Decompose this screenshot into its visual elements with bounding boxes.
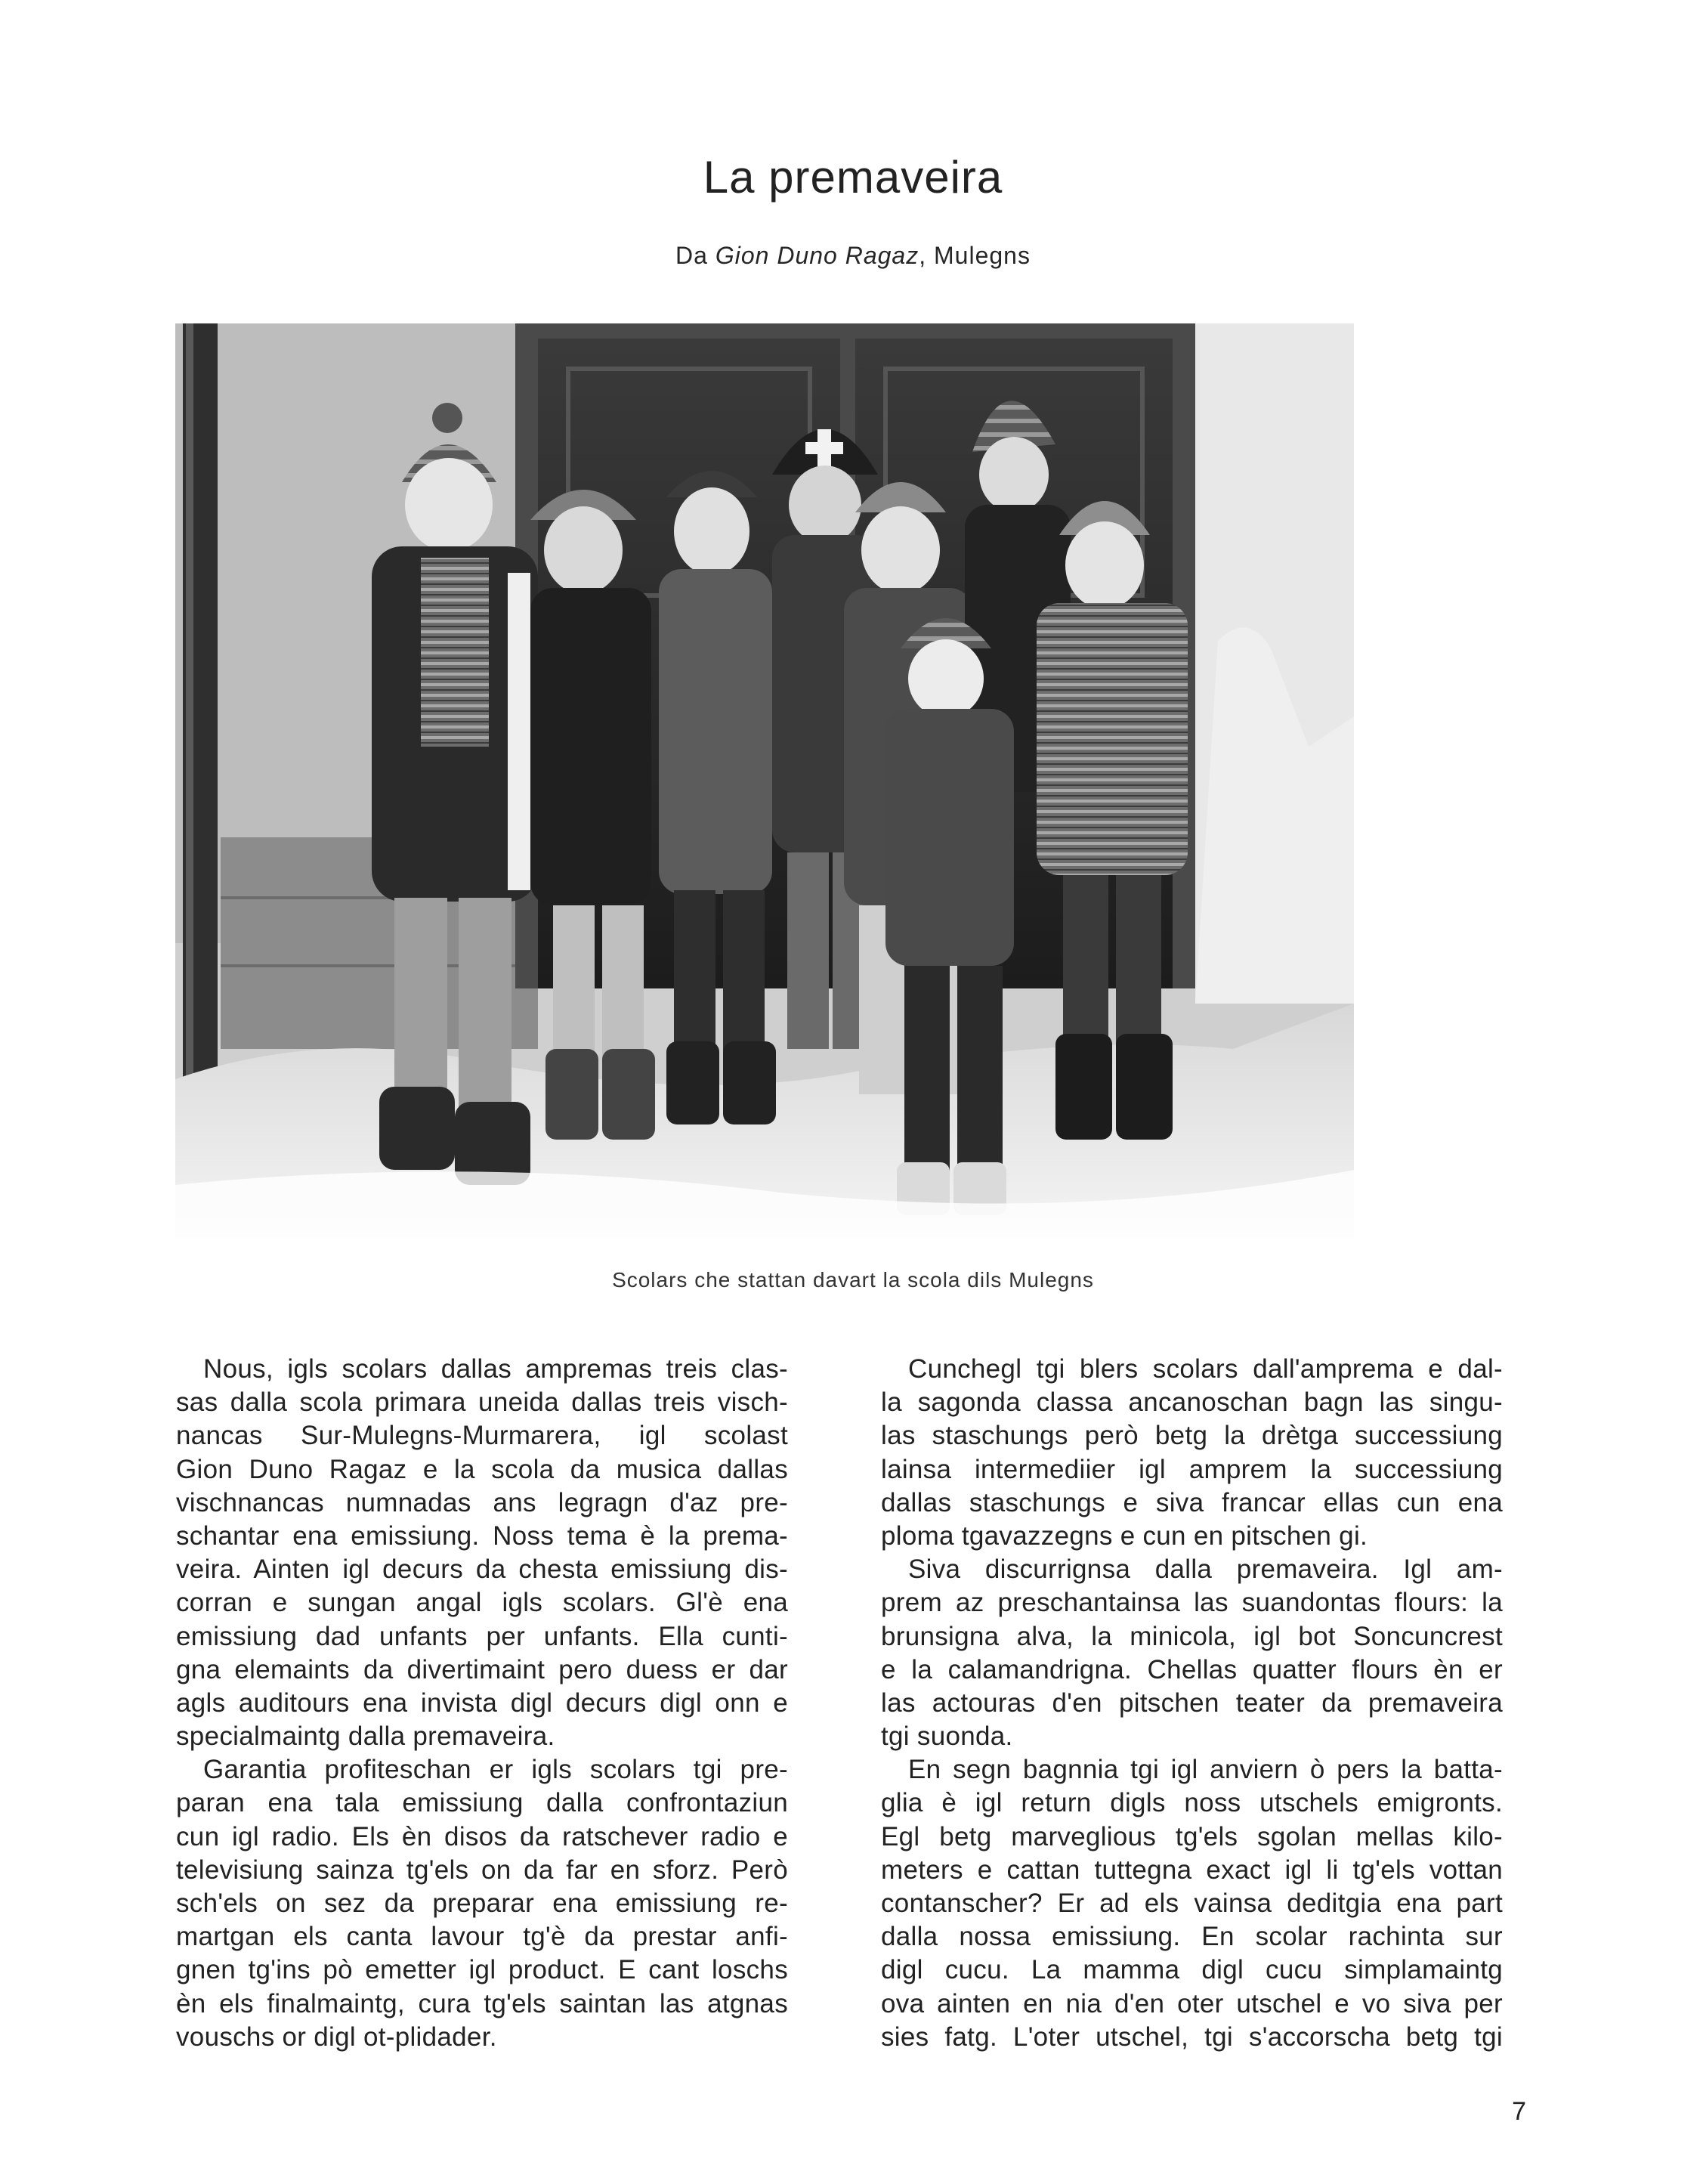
text-line: dalla nossa emissiung. En scolar rachinta sur — [881, 1922, 1503, 1952]
article-column-left — [176, 1353, 788, 2054]
text-line: glia è igl return digls noss utschels emigronts. — [881, 1788, 1503, 1818]
text-line: vouschs or digl ot-plidader. — [176, 2022, 497, 2052]
text-line: contanscher? Er ad els vainsa deditgia ena part — [881, 1889, 1503, 1918]
text-line: paran ena tala emissiung dalla confrontaziun — [176, 1788, 788, 1818]
text-line: brunsigna alva, la minicola, igl bot Soncuncrest — [881, 1621, 1503, 1651]
text-line: tgi suonda. — [881, 1722, 1013, 1752]
text-line: corran e sungan angal igls scolars. Gl'è ena — [176, 1588, 788, 1618]
article-byline — [0, 242, 1706, 270]
text-line: schantar ena emissiung. Noss tema è la prema- — [176, 1520, 788, 1551]
text-line: las staschungs però betg la drètga successiung — [881, 1421, 1503, 1451]
text-line: ova ainten en nia d'en oter utschel e vo siva per — [881, 1988, 1503, 2018]
text-line: sies fatg. L'oter utschel, tgi s'accorscha betg tgi — [881, 2022, 1503, 2052]
article-title: La premaveira — [703, 152, 1003, 203]
text-line: e la calamandrigna. Chellas quatter flours èn er — [881, 1654, 1503, 1684]
text-line: lainsa intermediier igl amprem la successiung — [881, 1454, 1503, 1484]
text-line: gna elemaints da divertimaint pero duess er dar — [176, 1654, 788, 1684]
text-line: prem az preschantainsa las suandontas flours: la — [881, 1588, 1503, 1618]
text-line: ploma tgavazzegns e cun en pitschen gi. — [881, 1520, 1368, 1551]
text-line: agls auditours ena invista digl decurs digl onn e — [176, 1687, 788, 1718]
text-line: la sagonda classa ancanoschan bagn las singu- — [881, 1387, 1503, 1418]
text-line: sas dalla scola primara uneida dallas treis visch- — [176, 1387, 788, 1418]
text-line: Garantia profiteschan er igls scolars tgi pre- — [203, 1755, 788, 1785]
text-line: las actouras d'en pitschen teater da premaveira — [881, 1687, 1503, 1718]
text-line: En segn bagnnia tgi igl anviern ò pers la batta- — [908, 1755, 1503, 1785]
article-column-right — [881, 1353, 1503, 2054]
photo-caption: Scolars che stattan davart la scola dils Mulegns — [612, 1268, 1094, 1292]
text-line: dallas staschungs e siva francar ellas cun ena — [881, 1487, 1503, 1517]
text-line: sch'els on sez da preparar ena emissiung re- — [176, 1889, 788, 1918]
text-line: nancas Sur-Mulegns-Murmarera, igl scolast — [176, 1421, 788, 1451]
text-line: Cunchegl tgi blers scolars dall'amprema e dal- — [908, 1354, 1503, 1384]
photo-illustration — [175, 323, 1354, 1238]
text-line: Nous, igls scolars dallas ampremas treis clas- — [203, 1354, 788, 1384]
text-line: cun igl radio. Els èn disos da ratschever radio e — [176, 1821, 788, 1851]
text-line: vischnancas numnadas ans legragn d'az pre- — [176, 1487, 788, 1517]
text-line: digl cucu. La mamma digl cucu simplamaintg — [881, 1955, 1503, 1985]
byline-prefix: Da — [675, 242, 708, 269]
byline-author: Gion Duno Ragaz — [715, 242, 919, 269]
text-line: Gion Duno Ragaz e la scola da musica dallas — [176, 1454, 788, 1484]
text-line: specialmaintg dalla premaveira. — [176, 1722, 555, 1752]
text-line: gnen tg'ins pò emetter igl product. E cant loschs — [176, 1955, 788, 1985]
text-line: èn els finalmaintg, cura tg'els saintan las atgnas — [176, 1988, 788, 2018]
text-line: Siva discurrignsa dalla premaveira. Igl am- — [908, 1554, 1503, 1585]
page-number: 7 — [1512, 2097, 1526, 2126]
text-line: veira. Ainten igl decurs da chesta emissiung dis- — [176, 1554, 788, 1585]
text-line: martgan els canta lavour tg'è da prestar anfi- — [176, 1922, 788, 1952]
text-line: Egl betg marveglious tg'els sgolan mellas kilo- — [881, 1821, 1503, 1851]
text-line: meters e cattan tuttegna exact igl li tg'els vottan — [881, 1855, 1503, 1885]
text-line: emissiung dad unfants per unfants. Ella cunti- — [176, 1621, 788, 1651]
byline-place: , Mulegns — [919, 242, 1031, 269]
text-line: televisiung sainza tg'els on da far en sforz. Però — [176, 1855, 788, 1885]
photo-children-in-snow — [175, 323, 1354, 1238]
